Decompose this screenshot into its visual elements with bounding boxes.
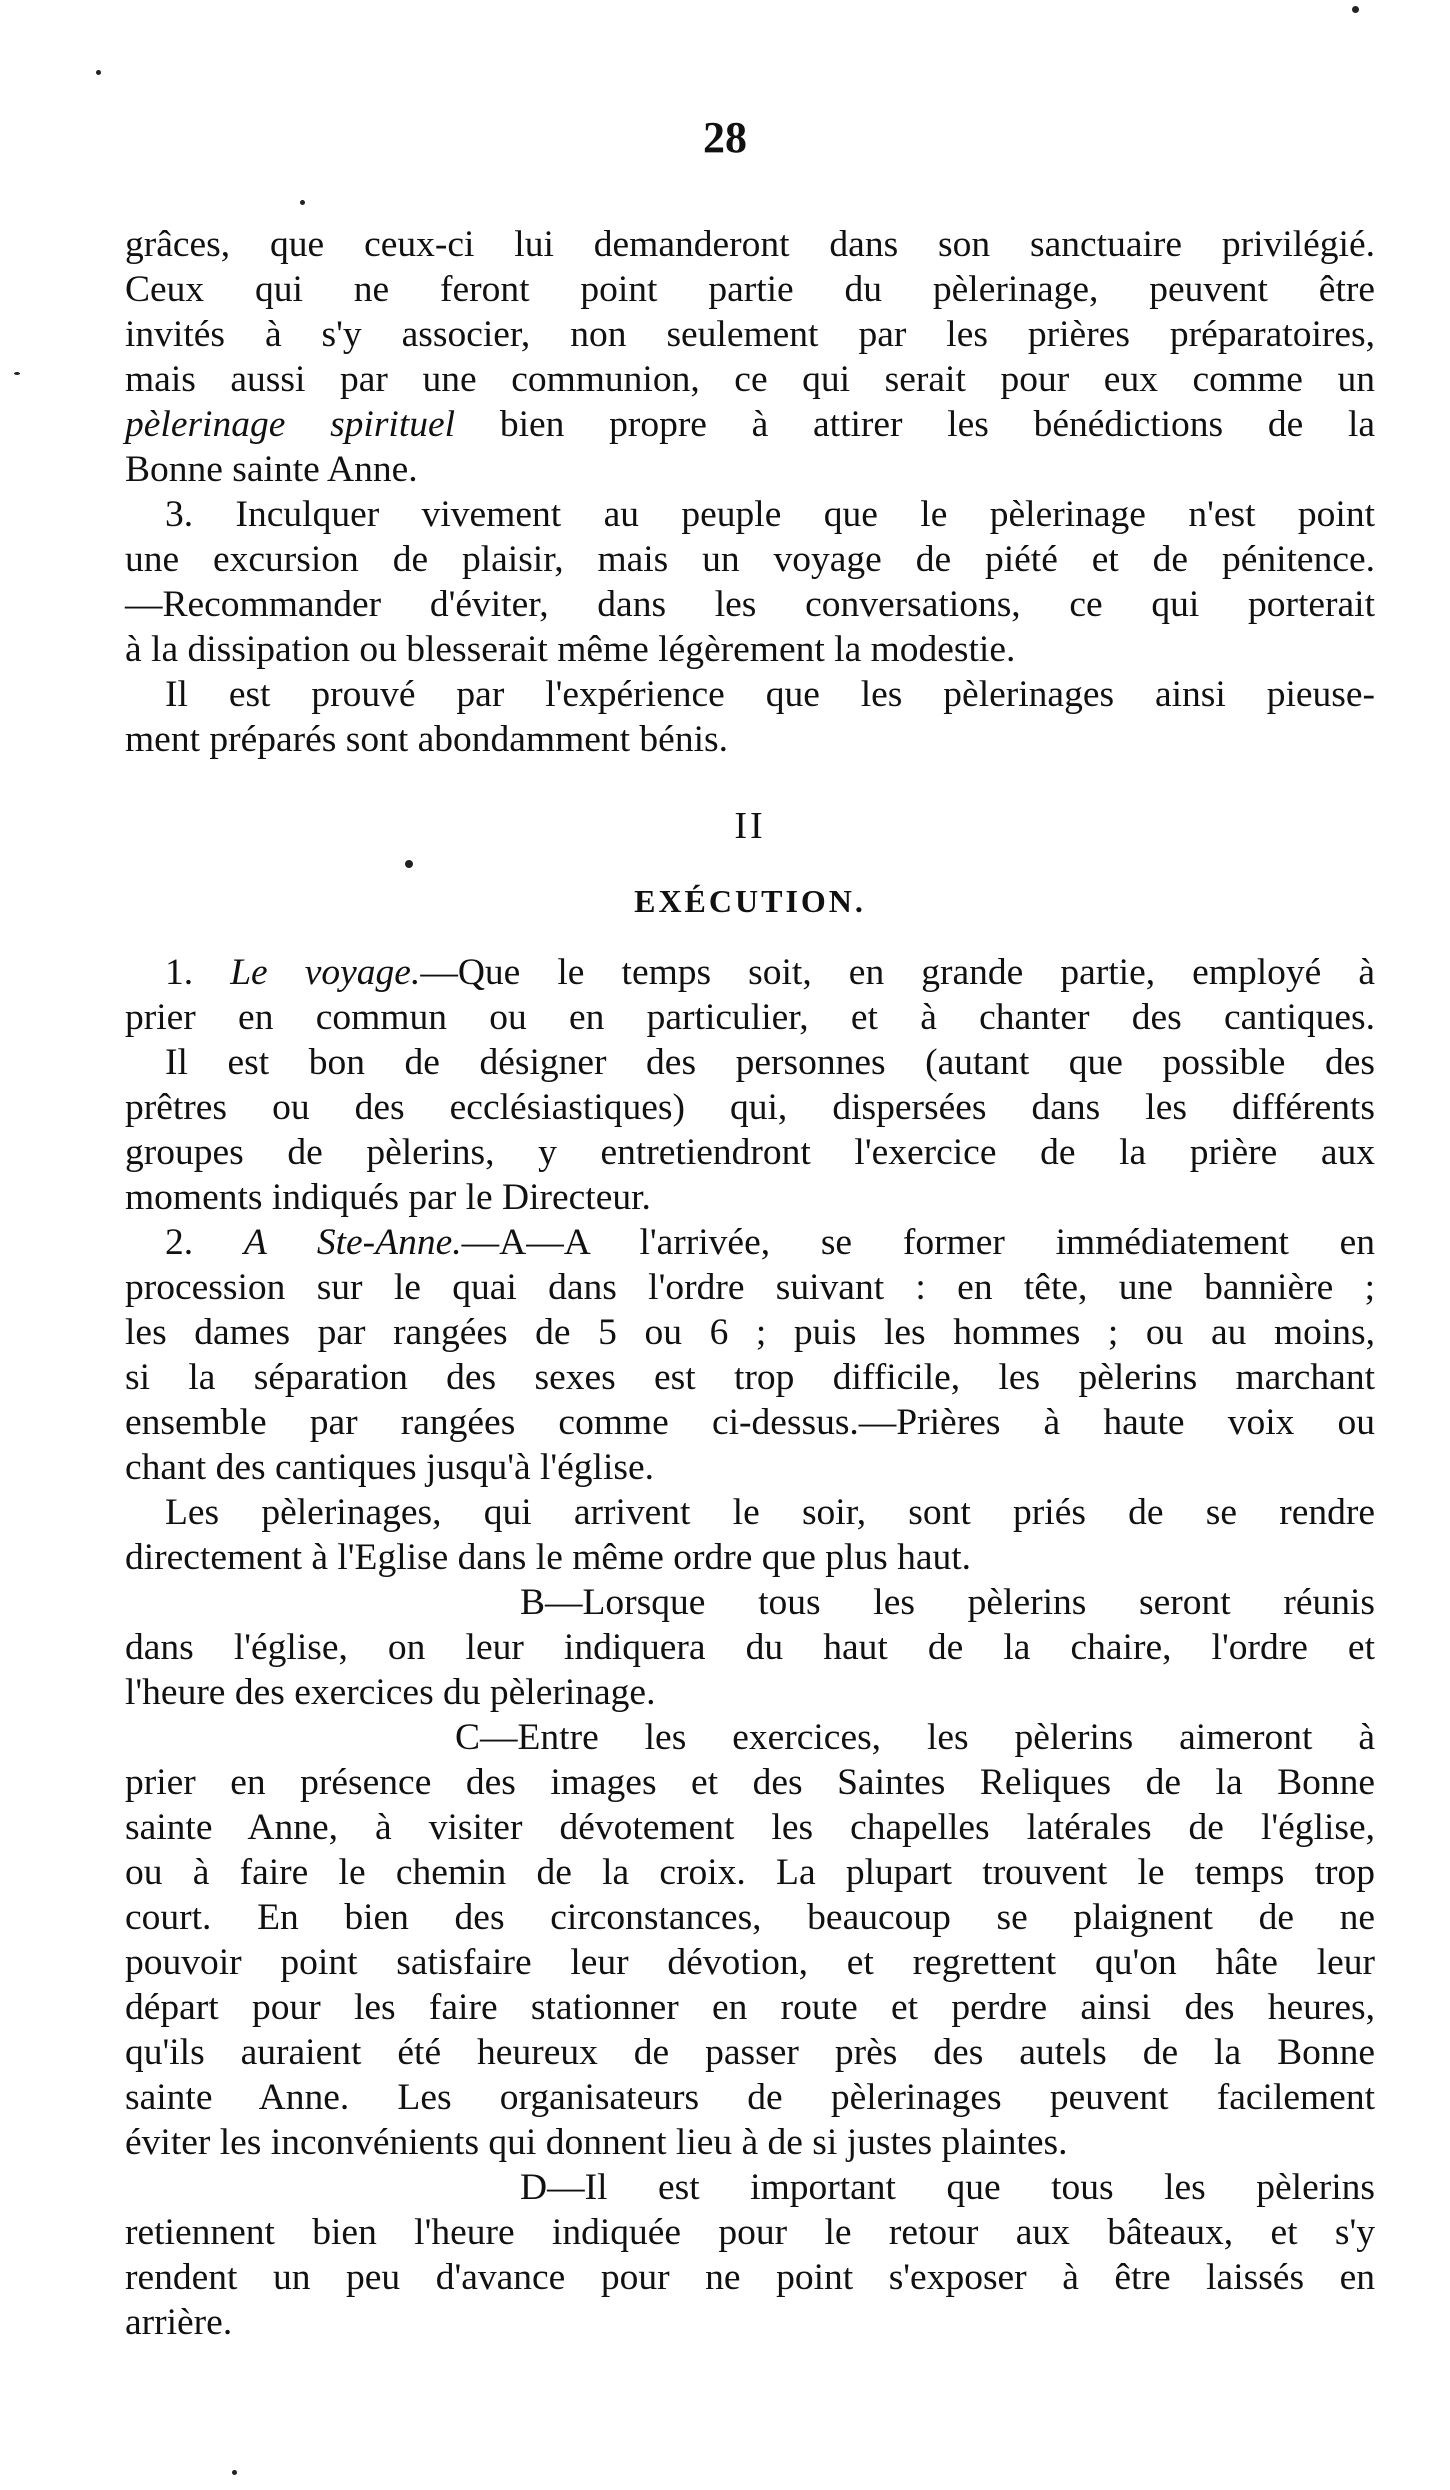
text-line — [125, 402, 1375, 447]
text-line: Il est prouvé par l'expérience que les pèlerinages ainsi pieuse- — [165, 674, 1375, 715]
scan-speck — [232, 2470, 237, 2475]
item-number: 2. — [165, 1222, 194, 1263]
item-title: A Ste-Anne. — [243, 1222, 462, 1263]
text-line: retiennent bien l'heure indiquée pour le retour aux bâteaux, et s'y — [125, 2212, 1375, 2253]
text-line: ment préparés sont abondamment bénis. — [125, 719, 728, 760]
text-line: Ceux qui ne feront point partie du pèlerinage, peuvent être — [125, 269, 1375, 310]
scan-speck — [1352, 6, 1359, 13]
text-line: ou à faire le chemin de la croix. La plupart trouvent le temps trop — [125, 1852, 1375, 1893]
text-line: une excursion de plaisir, mais un voyage de piété et de pénitence. — [125, 539, 1375, 580]
text-line: rendent un peu d'avance pour ne point s'exposer à être laissés en — [125, 2257, 1375, 2298]
text-line: chant des cantiques jusqu'à l'église. — [125, 1447, 654, 1488]
text-line: l'heure des exercices du pèlerinage. — [125, 1672, 656, 1713]
text-line: directement à l'Eglise dans le même ordre que plus haut. — [125, 1537, 972, 1578]
text-line: court. En bien des circonstances, beaucoup se plaignent de ne — [125, 1897, 1375, 1938]
text-line: prier en présence des images et des Saintes Reliques de la Bonne — [125, 1762, 1375, 1803]
text-line: prier en commun ou en particulier, et à chanter des cantiques. — [125, 997, 1375, 1038]
text-line: mais aussi par une communion, ce qui serait pour eux comme un — [125, 359, 1375, 400]
scan-speck — [405, 860, 413, 868]
text-fragment: bien propre à attirer les bénédictions de la — [499, 404, 1376, 445]
text-line: grâces, que ceux-ci lui demanderont dans son sanctuaire privilégié. — [125, 224, 1375, 265]
text-line: B—Lorsque tous les pèlerins seront réunis — [520, 1582, 1375, 1623]
page-body — [125, 222, 1375, 2345]
page-number: 28 — [703, 113, 747, 162]
text-line: les dames par rangées de 5 ou 6 ; puis les hommes ; ou au moins, — [125, 1312, 1375, 1353]
scan-speck — [14, 372, 20, 375]
text-line: invités à s'y associer, non seulement par les prières préparatoires, — [125, 314, 1375, 355]
text-line: dans l'église, on leur indiquera du haut de la chaire, l'ordre et — [125, 1627, 1375, 1668]
text-line: arrière. — [125, 2302, 233, 2343]
item-number: 1. — [165, 952, 194, 993]
text-line: moments indiqués par le Directeur. — [125, 1177, 651, 1218]
text-line: Il est bon de désigner des personnes (autant que possible des — [165, 1042, 1375, 1083]
text-line: sainte Anne, à visiter dévotement les chapelles latérales de l'église, — [125, 1807, 1375, 1848]
text-fragment: —A—A l'arrivée, se former immédiatement en — [461, 1222, 1376, 1263]
item-title: Le voyage. — [230, 952, 421, 993]
text-line: D—Il est important que tous les pèlerins — [520, 2167, 1375, 2208]
text-line — [125, 950, 1375, 995]
text-line: procession sur le quai dans l'ordre suivant : en tête, une bannière ; — [125, 1267, 1375, 1308]
text-line: à la dissipation ou blesserait même légèrement la modestie. — [125, 629, 1016, 670]
text-line: sainte Anne. Les organisateurs de pèlerinages peuvent facilement — [125, 2077, 1375, 2118]
scan-speck — [300, 200, 305, 205]
text-line: prêtres ou des ecclésiastiques) qui, dispersées dans les différents — [125, 1087, 1375, 1128]
text-line — [125, 1220, 1375, 1265]
text-line: Bonne sainte Anne. — [125, 449, 418, 490]
text-line: 3. Inculquer vivement au peuple que le pèlerinage n'est point — [165, 494, 1375, 535]
text-fragment: —Que le temps soit, en grande partie, employé à — [420, 952, 1376, 993]
text-line: départ pour les faire stationner en route et perdre ainsi des heures, — [125, 1987, 1375, 2028]
text-line: Les pèlerinages, qui arrivent le soir, sont priés de se rendre — [165, 1492, 1375, 1533]
section-number: II — [734, 805, 766, 847]
italic-phrase: pèlerinage spirituel — [125, 404, 456, 445]
text-line: groupes de pèlerins, y entretiendront l'exercice de la prière aux — [125, 1132, 1375, 1173]
text-line: si la séparation des sexes est trop difficile, les pèlerins marchant — [125, 1357, 1375, 1398]
text-line: ensemble par rangées comme ci-dessus.—Prières à haute voix ou — [125, 1402, 1375, 1443]
text-line: qu'ils auraient été heureux de passer près des autels de la Bonne — [125, 2032, 1375, 2073]
scan-speck — [96, 70, 101, 75]
text-line: C—Entre les exercices, les pèlerins aimeront à — [455, 1717, 1375, 1758]
text-line: éviter les inconvénients qui donnent lieu à de si justes plaintes. — [125, 2122, 1068, 2163]
text-line: pouvoir point satisfaire leur dévotion, et regrettent qu'on hâte leur — [125, 1942, 1375, 1983]
section-title: EXÉCUTION. — [634, 883, 866, 919]
text-line: —Recommander d'éviter, dans les conversations, ce qui porterait — [125, 584, 1375, 625]
